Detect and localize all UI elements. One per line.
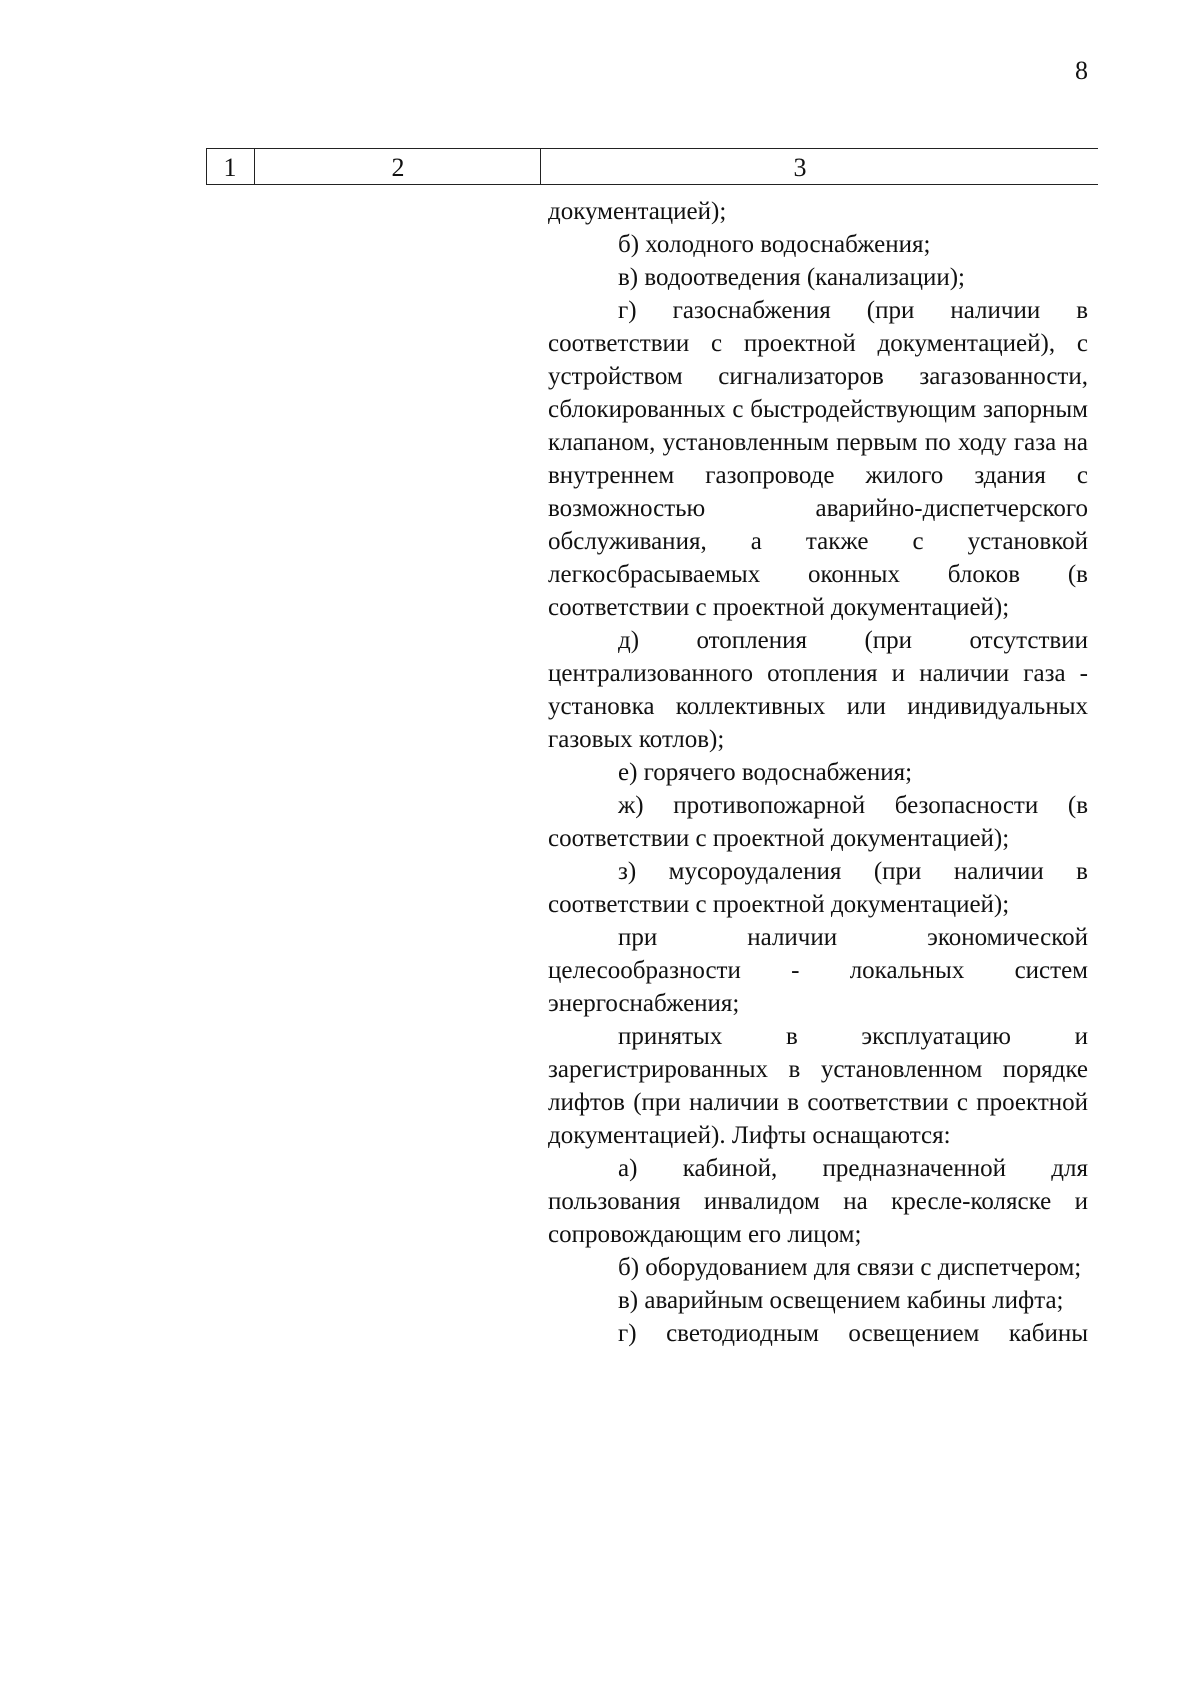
- table-header-col-2: 2: [254, 149, 541, 184]
- paragraph: д) отопления (при отсутствии централизованного отопления и наличии газа - установка коллективных или индивидуальных газовых котлов);: [548, 627, 1088, 753]
- table-header-col-1: 1: [206, 149, 253, 184]
- paragraph: принятых в эксплуатацию и зарегистрированных в установленном порядке лифтов (при наличии в соответствии с проектной документацией). Лифты оснащаются:: [548, 1023, 1088, 1149]
- table-header-col-3-label: 3: [793, 153, 807, 182]
- column-3-text: [548, 195, 1088, 1350]
- paragraph: при наличии экономической целесообразности - локальных систем энергоснабжения;: [548, 924, 1088, 1017]
- table-header-row: [206, 148, 1098, 185]
- paragraph: з) мусороудаления (при наличии в соответствии с проектной документацией);: [548, 858, 1088, 918]
- paragraph: б) холодного водоснабжения;: [618, 231, 931, 258]
- table-header-col-3: [540, 149, 1099, 184]
- paragraph: в) водоотведения (канализации);: [618, 264, 965, 291]
- paragraph: ж) противопожарной безопасности (в соответствии с проектной документацией);: [548, 792, 1088, 852]
- paragraph: документацией);: [548, 198, 727, 225]
- paragraph: а) кабиной, предназначенной для пользования инвалидом на кресле-коляске и сопровождающим его лицом;: [548, 1155, 1088, 1248]
- paragraph: в) аварийным освещением кабины лифта;: [618, 1287, 1064, 1314]
- paragraph: г) светодиодным освещением кабины: [618, 1320, 1088, 1347]
- page-number: 8: [1075, 56, 1088, 85]
- paragraph: е) горячего водоснабжения;: [618, 759, 913, 786]
- paragraph: г) газоснабжения (при наличии в соответствии с проектной документацией), с устройством сигнализаторов загазованности, сблокированных с быстродействующим запорным клапаном, установленным первым по ходу газа на внутреннем газопроводе жилого здания с возможностью аварийно-диспетчерского обслуживания, а также с установкой легкосбрасываемых оконных блоков (в соответствии с проектной документацией);: [548, 297, 1088, 621]
- paragraph: б) оборудованием для связи с диспетчером;: [618, 1254, 1082, 1281]
